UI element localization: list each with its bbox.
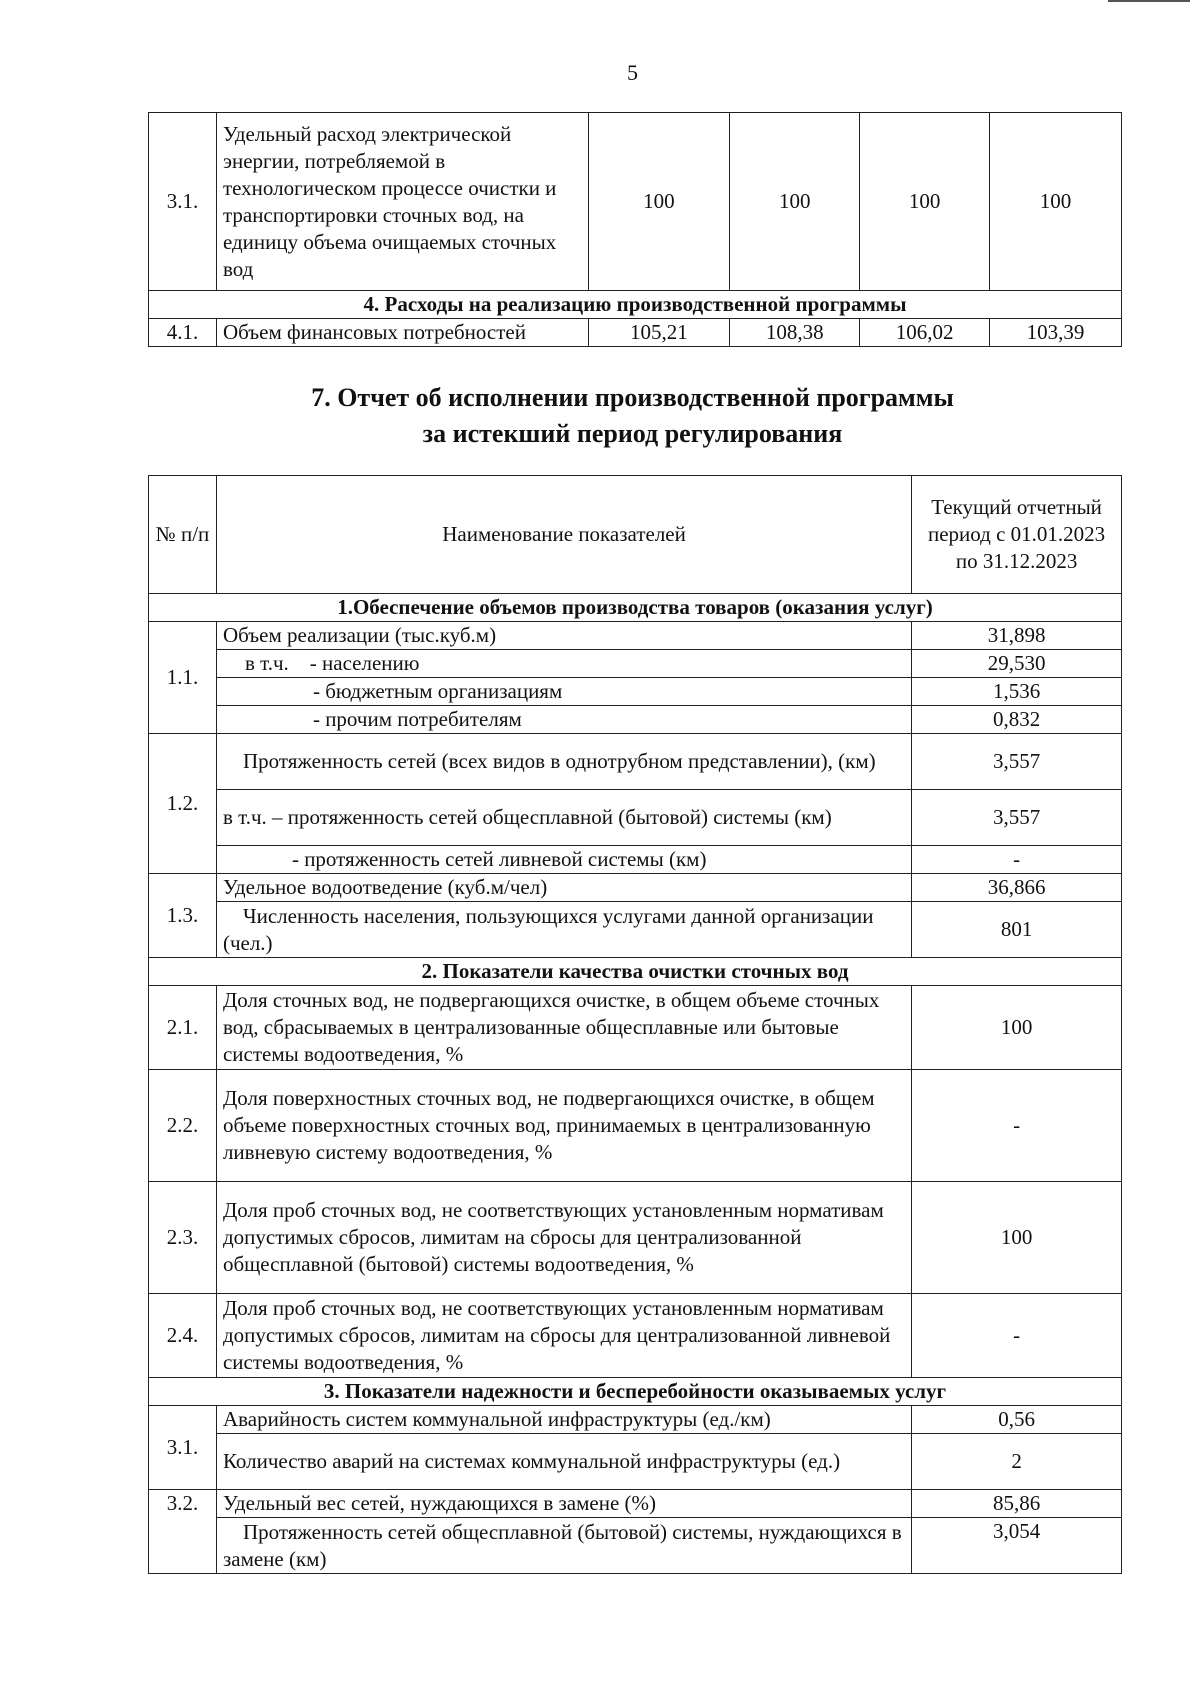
row-number: 3.1. — [149, 113, 217, 291]
row-number: 4.1. — [149, 319, 217, 347]
row-value: 29,530 — [912, 650, 1122, 678]
row-number: 3.1. — [149, 1406, 217, 1490]
row-value: 100 — [912, 1182, 1122, 1294]
report-title-line1: 7. Отчет об исполнении производственной программы — [311, 383, 954, 412]
row-label: Удельный расход электрической энергии, потребляемой в технологическом процессе очистки и транспортировки сточных вод, на единицу объема очищаемых сточных вод — [216, 113, 588, 291]
page-number: 5 — [627, 60, 638, 85]
header-num: № п/п — [149, 476, 217, 594]
table-row — [149, 734, 1122, 790]
header-period: Текущий отчетный период с 01.01.2023 по 31.12.2023 — [912, 476, 1122, 594]
section-row — [149, 291, 1122, 319]
table-row — [149, 678, 1122, 706]
table-row — [149, 1490, 1122, 1518]
row-value: 85,86 — [912, 1490, 1122, 1518]
row-value: 3,054 — [912, 1518, 1122, 1574]
row-value: 106,02 — [860, 319, 990, 347]
row-value: 100 — [990, 113, 1122, 291]
section-row — [149, 1378, 1122, 1406]
row-value: - — [912, 1070, 1122, 1182]
row-number: 1.2. — [149, 734, 217, 874]
row-label: Протяженность сетей общесплавной (бытовой) системы, нуждающихся в замене (км) — [216, 1518, 911, 1574]
table-row — [149, 874, 1122, 902]
row-label: - протяженность сетей ливневой системы (км) — [216, 846, 911, 874]
table-row — [149, 1070, 1122, 1182]
row-label: - бюджетным организациям — [216, 678, 911, 706]
scan-edge-mark — [1108, 0, 1190, 2]
section-heading: 4. Расходы на реализацию производственной программы — [149, 291, 1122, 319]
row-label: Доля проб сточных вод, не соответствующих установленным нормативам допустимых сбросов, лимитам на сбросы для централизованной ливневой системы водоотведения, % — [216, 1294, 911, 1378]
table-row — [149, 986, 1122, 1070]
row-value: 100 — [912, 986, 1122, 1070]
row-label: Объем финансовых потребностей — [216, 319, 588, 347]
row-label: Удельный вес сетей, нуждающихся в замене (%) — [216, 1490, 911, 1518]
section-row — [149, 958, 1122, 986]
table-row — [149, 1182, 1122, 1294]
row-value: 801 — [912, 902, 1122, 958]
row-label: в т.ч. - населению — [216, 650, 911, 678]
program-table-continued — [148, 112, 1122, 347]
row-number: 1.3. — [149, 874, 217, 958]
table-row — [149, 1434, 1122, 1490]
row-label: Удельное водоотведение (куб.м/чел) — [216, 874, 911, 902]
table-row — [149, 706, 1122, 734]
table-row — [149, 1518, 1122, 1574]
row-label: Доля поверхностных сточных вод, не подвергающихся очистке, в общем объеме поверхностных сточных вод, принимаемых в централизованную ливневую систему водоотведения, % — [216, 1070, 911, 1182]
row-value: - — [912, 1294, 1122, 1378]
row-number: 2.2. — [149, 1070, 217, 1182]
table-row — [149, 1406, 1122, 1434]
section-heading: 1.Обеспечение объемов производства товаров (оказания услуг) — [149, 594, 1122, 622]
row-label: Объем реализации (тыс.куб.м) — [216, 622, 911, 650]
row-label: Доля проб сточных вод, не соответствующих установленным нормативам допустимых сбросов, лимитам на сбросы для централизованной общесплавной (бытовой) системы водоотведения, % — [216, 1182, 911, 1294]
row-number: 2.1. — [149, 986, 217, 1070]
table-row — [149, 319, 1122, 347]
row-number: 3.2. — [149, 1490, 217, 1574]
table-row — [149, 902, 1122, 958]
row-label: Доля сточных вод, не подвергающихся очистке, в общем объеме сточных вод, сбрасываемых в централизованные общесплавные или бытовые системы водоотведения, % — [216, 986, 911, 1070]
row-value: 1,536 — [912, 678, 1122, 706]
row-value: 2 — [912, 1434, 1122, 1490]
table-row — [149, 650, 1122, 678]
table-row — [149, 790, 1122, 846]
section-heading: 3. Показатели надежности и бесперебойности оказываемых услуг — [149, 1378, 1122, 1406]
row-value: 0,56 — [912, 1406, 1122, 1434]
row-label: Численность населения, пользующихся услугами данной организации (чел.) — [216, 902, 911, 958]
row-number: 2.4. — [149, 1294, 217, 1378]
row-label: Аварийность систем коммунальной инфраструктуры (ед./км) — [216, 1406, 911, 1434]
row-value: 100 — [860, 113, 990, 291]
row-label: - прочим потребителям — [216, 706, 911, 734]
report-title — [0, 380, 1200, 452]
row-value: - — [912, 846, 1122, 874]
row-number: 2.3. — [149, 1182, 217, 1294]
row-label: Количество аварий на системах коммунальной инфраструктуры (ед.) — [216, 1434, 911, 1490]
table-row — [149, 846, 1122, 874]
header-row — [149, 476, 1122, 594]
table-row — [149, 113, 1122, 291]
row-value: 100 — [588, 113, 730, 291]
table-row — [149, 622, 1122, 650]
section-row — [149, 594, 1122, 622]
section-heading: 2. Показатели качества очистки сточных вод — [149, 958, 1122, 986]
row-label: в т.ч. – протяженность сетей общесплавной (бытовой) системы (км) — [216, 790, 911, 846]
report-title-line2: за истекший период регулирования — [422, 419, 843, 448]
row-value: 105,21 — [588, 319, 730, 347]
row-value: 108,38 — [730, 319, 860, 347]
row-value: 36,866 — [912, 874, 1122, 902]
header-name: Наименование показателей — [216, 476, 911, 594]
table-row — [149, 1294, 1122, 1378]
report-table — [148, 475, 1122, 1574]
row-label: Протяженность сетей (всех видов в однотрубном представлении), (км) — [216, 734, 911, 790]
row-value: 100 — [730, 113, 860, 291]
row-value: 0,832 — [912, 706, 1122, 734]
row-value: 103,39 — [990, 319, 1122, 347]
row-value: 31,898 — [912, 622, 1122, 650]
row-value: 3,557 — [912, 734, 1122, 790]
row-value: 3,557 — [912, 790, 1122, 846]
row-number: 1.1. — [149, 622, 217, 734]
